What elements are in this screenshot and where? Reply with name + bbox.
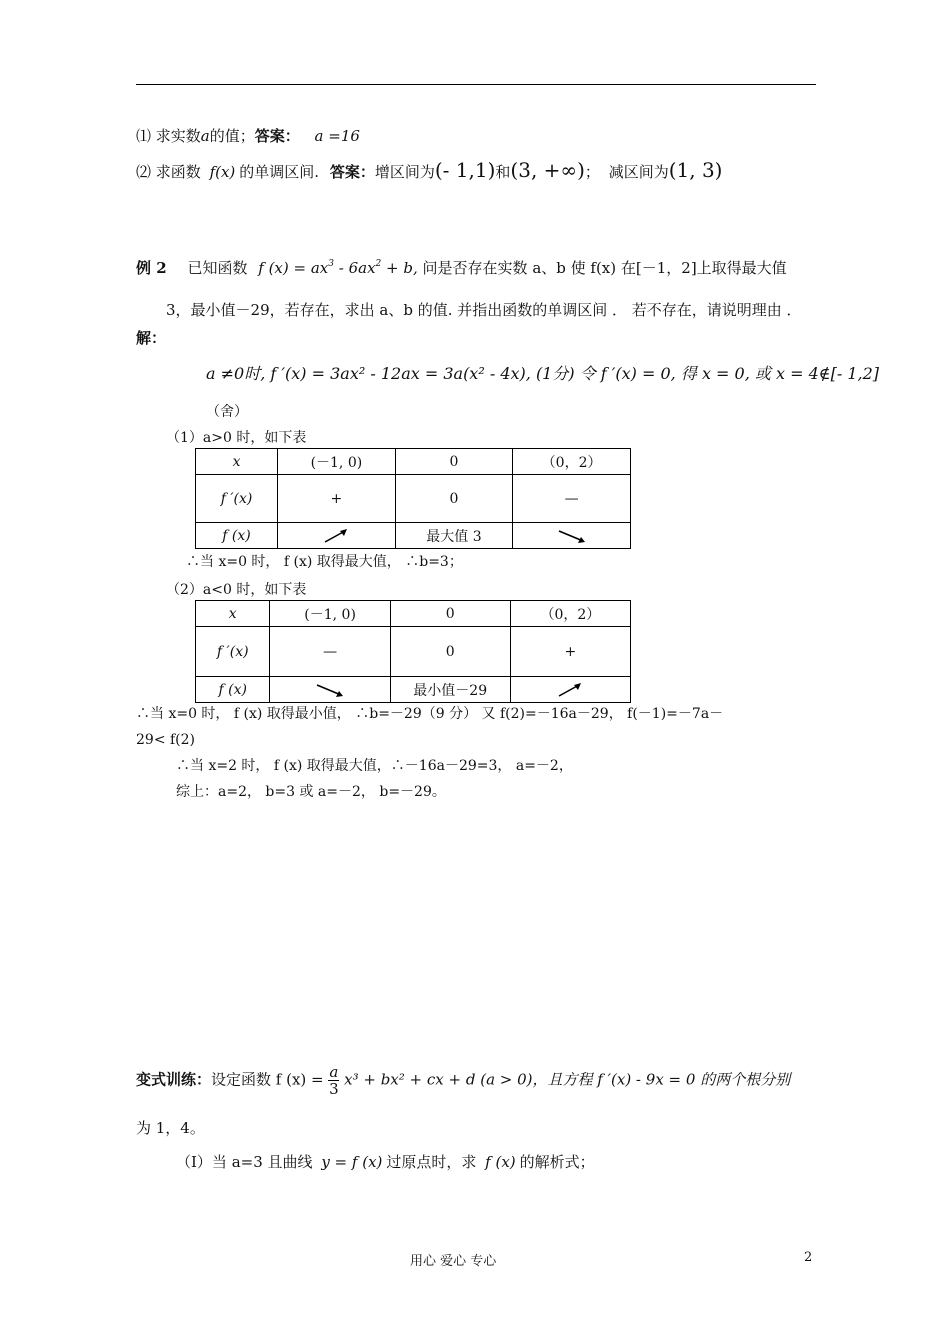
- case-1-conclusion: ∴当 x=0 时， f (x) 取得最大值， ∴b=3；: [186, 554, 463, 570]
- table-row: f (x) 最大值 3: [196, 523, 631, 549]
- discard-note: （舍）: [206, 404, 248, 420]
- case-1-table: [195, 448, 631, 549]
- decreasing-arrow-icon: [513, 523, 631, 549]
- fraction: $\frac{a}{3}$: [329, 1063, 339, 1098]
- case-2-conclusion-2: 29< f(2): [136, 732, 196, 748]
- answer-a: a =16: [314, 127, 360, 145]
- example-2-function: f $(x) = ax^3 - 6ax^2 + b$,: [258, 259, 418, 277]
- variant-line2: 为 1，4。: [136, 1119, 205, 1137]
- case-2-title: （2）a<0 时，如下表: [166, 582, 307, 598]
- page-number: 2: [804, 1250, 813, 1265]
- increasing-arrow-icon: [510, 677, 630, 703]
- decreasing-arrow-icon: [270, 677, 390, 703]
- derivative-equation: a ≠0时, f ′(x) = 3ax² - 12ax = 3a(x² - 4x), (1分) 令 f ′(x) = 0, 得 x = 0, 或 x = 4∉[- 1,2]: [206, 364, 880, 383]
- case-1-title: （1）a>0 时，如下表: [166, 430, 307, 446]
- table-row: x (－1, 0) 0 （0，2）: [196, 601, 631, 627]
- case-2-conclusion-1: ∴当 x=0 时， f (x) 取得最小值， ∴b=－29（9 分） 又 f(2)=－16a－29， f(－1)=－7a－: [136, 706, 724, 722]
- table-row: f ′(x) + 0 —: [196, 475, 631, 523]
- table-row: x (－1, 0) 0 （0，2）: [196, 449, 631, 475]
- solution-label: 解：: [136, 329, 167, 347]
- summary: 综上：a=2， b=3 或 a=－2， b=－29。: [176, 784, 446, 800]
- case-2-conclusion-3: ∴当 x=2 时， f (x) 取得最大值，∴－16a－29=3， a=－2，: [176, 758, 573, 774]
- table-row: f ′(x) — 0 +: [196, 627, 631, 677]
- example-2-line2: 3，最小值－29，若存在，求出 a、b 的值. 并指出函数的单调区间 ． 若不存在，请说明理由 ．: [166, 301, 802, 319]
- example-2-statement: 例 2 已知函数 f $(x) = ax^3 - 6ax^2 + b$, 问是否存在实数 a、b 使 f(x) 在[－1，2]上取得最大值: [136, 259, 787, 277]
- case-2-table: [195, 600, 631, 703]
- variant-part-1: （Ⅰ）当 a=3 且曲线 y = f (x) 过原点时，求 f (x) 的解析式；: [176, 1153, 595, 1171]
- table-row: f (x) 最小值－29: [196, 677, 631, 703]
- variant-statement: 变式训练：设定函数 f (x) = $\frac{a}{3}$ x³ + bx² + cx + d (a > 0)，且方程 f ′(x) - 9x = 0 的两个根分别: [136, 1063, 791, 1098]
- increasing-arrow-icon: [278, 523, 396, 549]
- question-1: ⑴ 求实数a的值；答案： a =16: [136, 127, 360, 145]
- header-rule: [136, 84, 816, 85]
- footer-slogan: 用心 爱心 专心: [410, 1254, 497, 1269]
- question-2: ⑵ 求函数 f(x) 的单调区间. 答案：增区间为(- 1,1)和(3, +∞)； 减区间为(1, 3): [136, 158, 723, 182]
